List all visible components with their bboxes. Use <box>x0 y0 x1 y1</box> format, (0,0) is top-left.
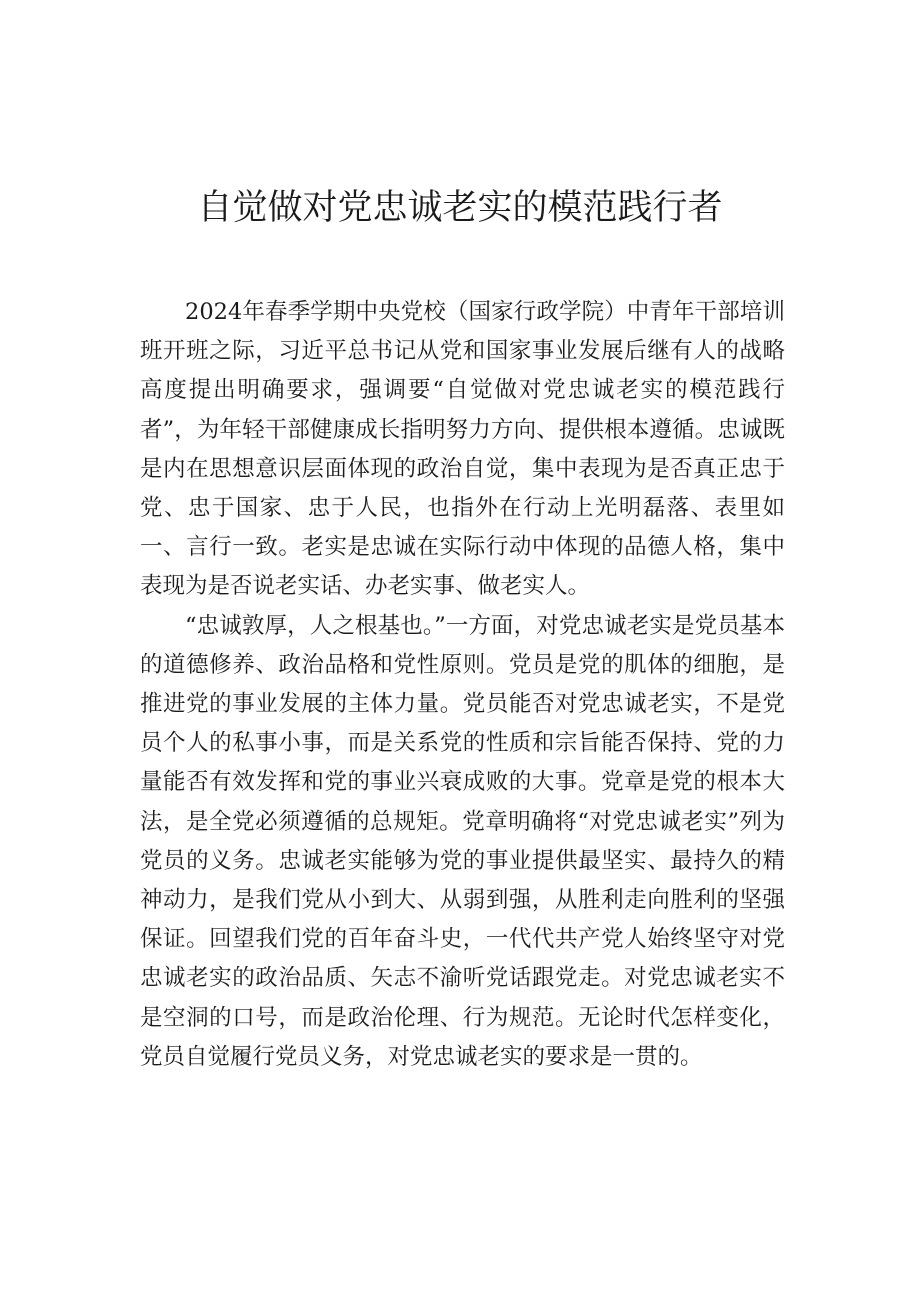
paragraph-1: 2024年春季学期中央党校（国家行政学院）中青年干部培训班开班之际，习近平总书记从党和国家事业发展后继有人的战略高度提出明确要求，强调要“自觉做对党忠诚老实的模范践行者”，为年轻干部健康成长指明努力方向、提供根本遵循。忠诚既是内在思想意识层面体现的政治自觉，集中表现为是否真正忠于党、忠于国家、忠于人民，也指外在行动上光明磊落、表里如一、言行一致。老实是忠诚在实际行动中体现的品德人格，集中表现为是否说老实话、办老实事、做老实人。 <box>140 299 785 600</box>
paragraph-2: “忠诚敦厚，人之根基也。”一方面，对党忠诚老实是党员基本的道德修养、政治品格和党性原则。党员是党的肌体的细胞，是推进党的事业发展的主体力量。党员能否对党忠诚老实，不是党员个人的私事小事，而是关系党的性质和宗旨能否保持、党的力量能否有效发挥和党的事业兴衰成败的大事。党章是党的根本大法，是全党必须遵循的总规矩。党章明确将“对党忠诚老实”列为党员的义务。忠诚老实能够为党的事业提供最坚实、最持久的精神动力，是我们党从小到大、从弱到强，从胜利走向胜利的坚强保证。回望我们党的百年奋斗史，一代代共产党人始终坚守对党忠诚老实的政治品质、矢志不渝听党话跟党走。对党忠诚老实不是空洞的口号，而是政治伦理、行为规范。无论时代怎样变化，党员自觉履行党员义务，对党忠诚老实的要求是一贯的。 <box>140 612 785 1070</box>
document-title: 自觉做对党忠诚老实的模范践行者 <box>197 188 723 228</box>
document-body <box>140 293 785 1077</box>
